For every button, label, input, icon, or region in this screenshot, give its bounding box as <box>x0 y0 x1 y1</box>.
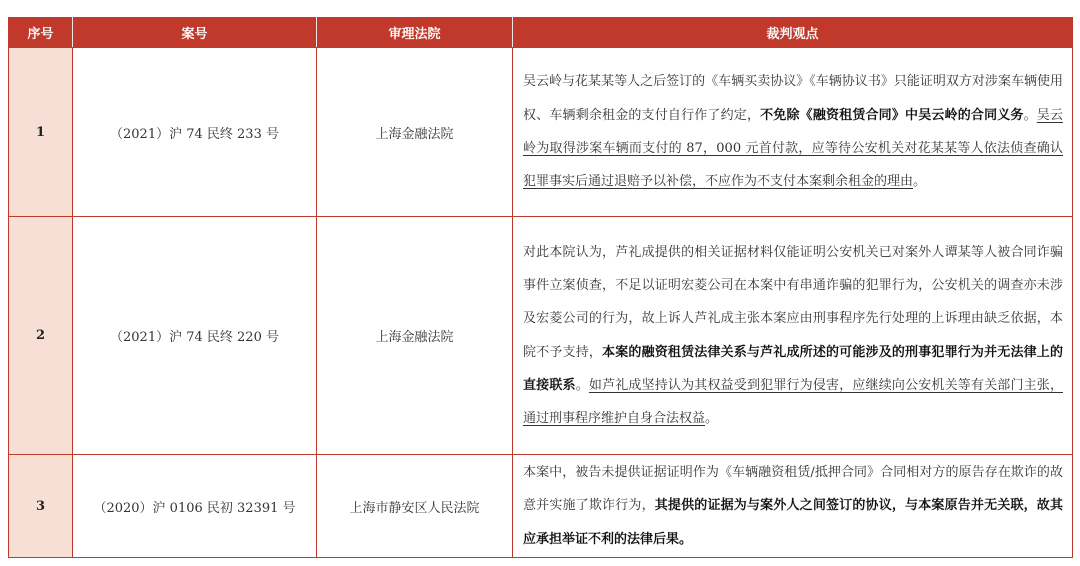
court-name: 上海金融法院 <box>317 217 513 455</box>
opinion-bold: 不免除《融资租赁合同》中吴云岭的合同义务 <box>760 107 1024 123</box>
judgment-opinion <box>513 217 1073 455</box>
case-number: （2021）沪 74 民终 220 号 <box>73 217 317 455</box>
header-row <box>9 18 1073 48</box>
row-index: 2 <box>9 217 73 455</box>
opinion-underlined: 如芦礼成坚持认为其权益受到犯罪行为侵害，应继续向公安机关等有关部门主张，通过刑事程序维护自身合法权益 <box>523 377 1063 427</box>
case-number: （2020）沪 0106 民初 32391 号 <box>73 455 317 558</box>
row-index: 1 <box>9 48 73 217</box>
opinion-text: 。 <box>575 377 589 393</box>
row-index: 3 <box>9 455 73 558</box>
court-name: 上海金融法院 <box>317 48 513 217</box>
opinion-text: 本案中，被告未提供证据证明作为《车辆融资租赁/抵押合同》合同相对方的原告存在欺诈的故意并实施了欺诈行为， <box>523 465 1063 514</box>
opinion-text: 吴云岭与花某某等人之后签订的《车辆买卖协议》《车辆协议书》只能证明双方对涉案车辆使用权、车辆剩余租金的支付自行作了约定， <box>523 74 1063 123</box>
header-opinion: 裁判观点 <box>513 18 1073 48</box>
case-number: （2021）沪 74 民终 233 号 <box>73 48 317 217</box>
table-row <box>9 217 1073 455</box>
header-case-number: 案号 <box>73 18 317 48</box>
table-row <box>9 455 1073 558</box>
judgment-opinion <box>513 48 1073 217</box>
header-court: 审理法院 <box>317 18 513 48</box>
opinion-text: 。 <box>705 411 719 427</box>
opinion-bold: 本案的融资租赁法律关系与芦礼成所述的可能涉及的刑事犯罪行为并无法律上的直接联系 <box>523 344 1063 393</box>
case-table <box>8 17 1073 558</box>
header-index: 序号 <box>9 18 73 48</box>
opinion-bold: 其提供的证据为与案外人之间签订的协议，与本案原告并无关联，故其应承担举证不利的法律后果。 <box>523 498 1063 547</box>
opinion-underlined: 吴云岭为取得涉案车辆而支付的 87，000 元首付款，应等待公安机关对花某某等人依法侦查确认犯罪事实后通过退赔予以补偿，不应作为不支付本案剩余租金的理由 <box>523 107 1063 190</box>
opinion-text: 对此本院认为，芦礼成提供的相关证据材料仅能证明公安机关已对案外人谭某等人被合同诈骗事件立案侦查，不足以证明宏菱公司在本案中有串通诈骗的犯罪行为，公安机关的调查亦未涉及宏菱公司的行为，故上诉人芦礼成主张本案应由刑事程序先行处理的上诉理由缺乏依据，本院不予支持， <box>523 244 1063 360</box>
court-name: 上海市静安区人民法院 <box>317 455 513 558</box>
opinion-text: 。 <box>1023 107 1037 123</box>
table-row <box>9 48 1073 217</box>
opinion-text: 。 <box>913 174 927 190</box>
judgment-opinion <box>513 455 1073 558</box>
